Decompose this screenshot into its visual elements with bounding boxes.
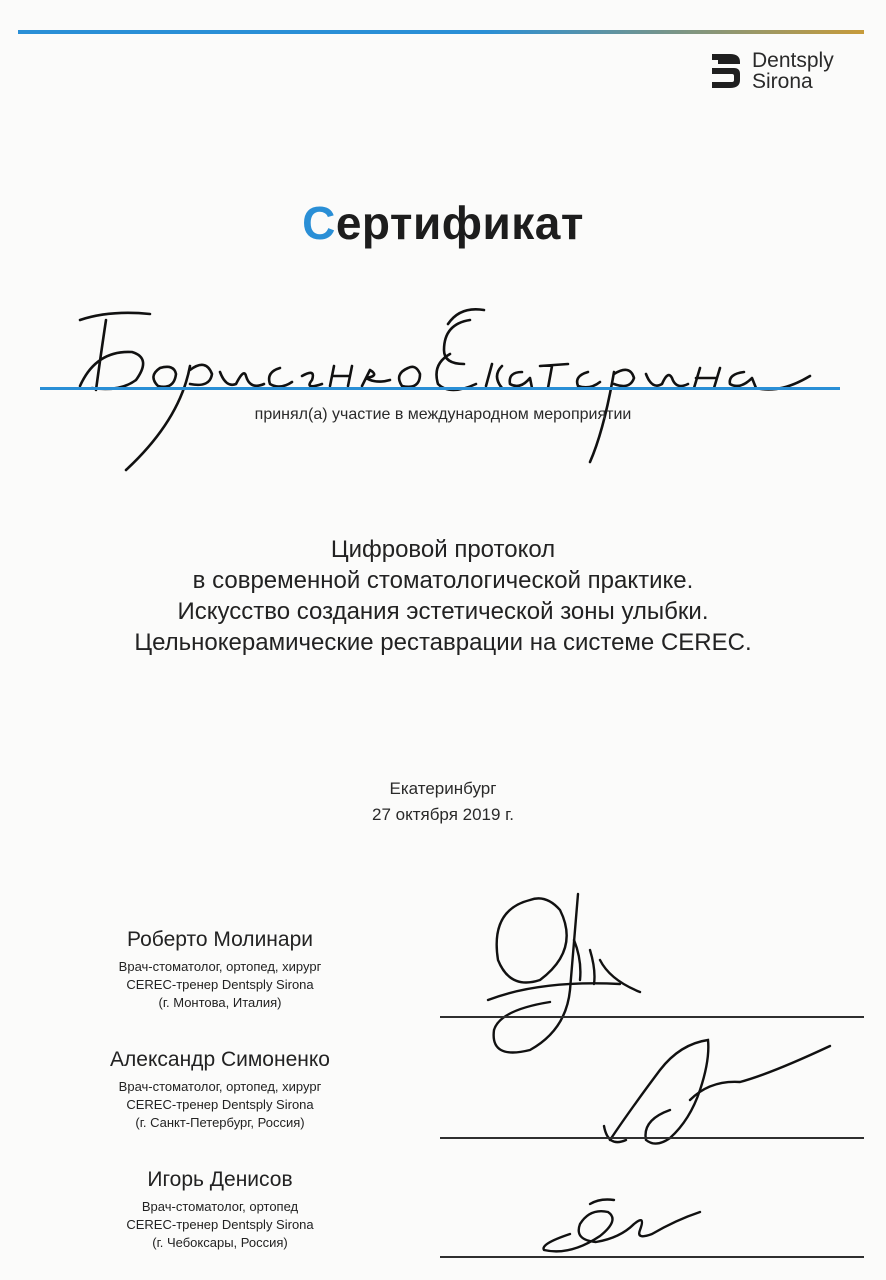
event-city: Екатеринбург <box>389 779 497 798</box>
signature-line-2 <box>440 1137 864 1139</box>
trainer-block <box>20 1048 420 1132</box>
trainer-title: CEREC-тренер Dentsply Sirona <box>126 1097 314 1112</box>
trainer-location: (г. Чебоксары, Россия) <box>152 1235 288 1250</box>
title-first-letter: С <box>302 197 336 249</box>
trainer-block <box>20 928 420 1012</box>
event-date: 27 октября 2019 г. <box>371 805 515 824</box>
trainer-role: Врач-стоматолог, ортопед, хирург <box>118 959 322 974</box>
name-underline <box>40 387 840 390</box>
event-line: в современной стоматологической практике. <box>192 567 694 594</box>
event-line: Цельнокерамические реставрации на системе CEREC. <box>134 629 752 656</box>
brand-logo <box>708 50 834 92</box>
participation-text: принял(а) участие в международном мероприятии <box>254 406 632 423</box>
brand-line-1: Dentsply <box>752 49 834 72</box>
trainer-role: Врач-стоматолог, ортопед, хирург <box>118 1079 322 1094</box>
top-accent-bar <box>18 30 864 34</box>
event-line: Искусство создания эстетической зоны улыбки. <box>177 598 709 625</box>
signature-line-1 <box>440 1016 864 1018</box>
trainer-signature-3 <box>530 1190 710 1260</box>
trainer-role: Врач-стоматолог, ортопед <box>141 1199 299 1214</box>
brand-wordmark <box>752 50 834 92</box>
trainer-location: (г. Санкт-Петербург, Россия) <box>135 1115 305 1130</box>
participant-handwritten-name <box>40 280 850 480</box>
trainer-name: Роберто Молинари <box>127 928 313 951</box>
brand-line-2: Sirona <box>752 70 813 93</box>
trainer-title: CEREC-тренер Dentsply Sirona <box>126 977 314 992</box>
trainer-name: Игорь Денисов <box>147 1168 293 1191</box>
title-rest: ертификат <box>335 197 584 249</box>
signature-line-3 <box>440 1256 864 1258</box>
trainer-location: (г. Монтова, Италия) <box>158 995 282 1010</box>
event-title <box>0 534 886 658</box>
event-line: Цифровой протокол <box>330 536 556 563</box>
trainer-name: Александр Симоненко <box>110 1048 330 1071</box>
trainer-title: CEREC-тренер Dentsply Sirona <box>126 1217 314 1232</box>
trainer-block <box>20 1168 420 1252</box>
dentsply-sirona-logo-icon <box>708 50 744 92</box>
certificate-title <box>0 196 886 250</box>
trainer-signature-2 <box>590 1030 840 1160</box>
place-and-date <box>0 776 886 828</box>
